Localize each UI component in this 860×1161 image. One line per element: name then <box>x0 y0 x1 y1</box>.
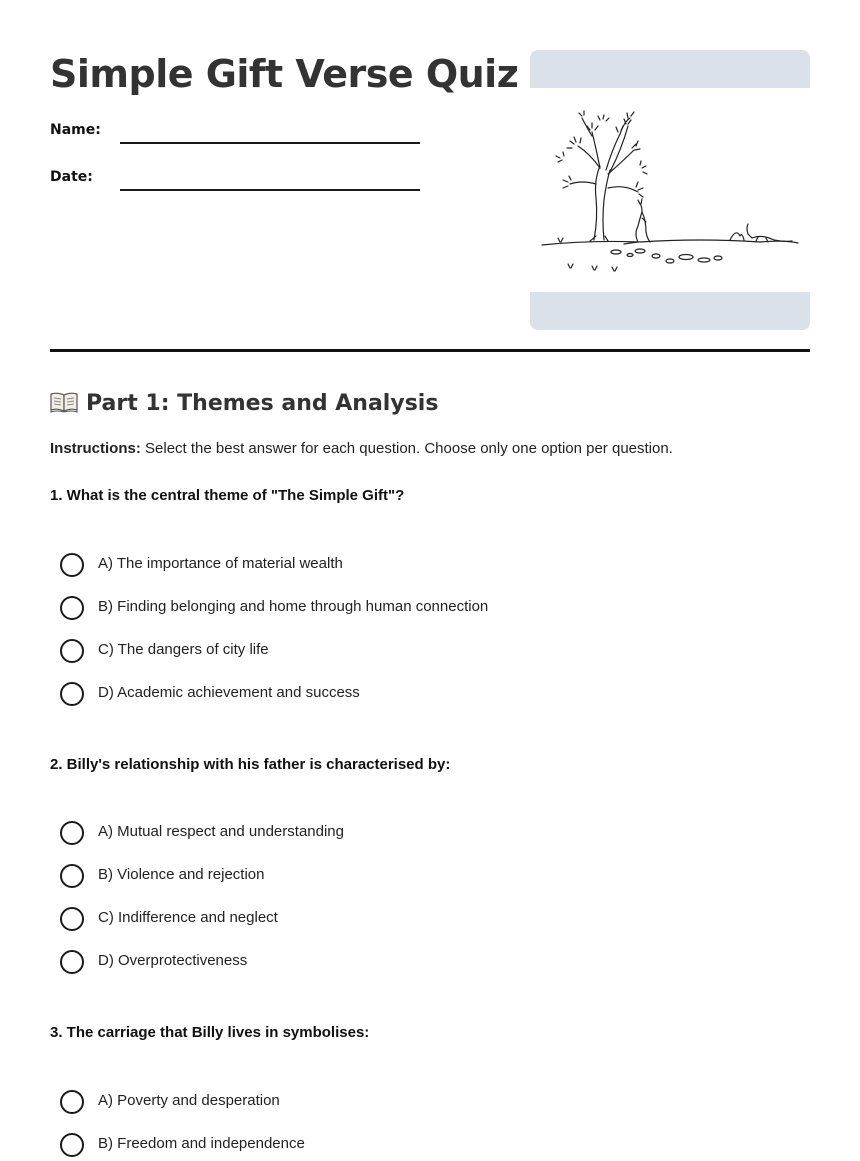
date-write-line[interactable] <box>120 189 420 191</box>
instructions <box>50 440 673 457</box>
option-label: A) Poverty and desperation <box>98 1092 280 1109</box>
instructions-text: Select the best answer for each question. Choose only one option per question. <box>140 440 673 457</box>
option-label: A) Mutual respect and understanding <box>98 823 344 840</box>
date-field <box>50 169 420 193</box>
page-title: Simple Gift Verse Quiz <box>50 52 519 96</box>
option-label: B) Finding belonging and home through human connection <box>98 598 489 615</box>
radio-circle[interactable] <box>60 907 84 931</box>
radio-circle[interactable] <box>60 639 84 663</box>
option-label: D) Academic achievement and success <box>98 684 360 701</box>
option-label: D) Overprotectiveness <box>98 952 248 969</box>
illustration-panel <box>530 50 810 330</box>
section-title <box>50 390 438 418</box>
quiz-header <box>50 0 810 352</box>
radio-circle[interactable] <box>60 950 84 974</box>
quiz-page <box>50 0 810 1152</box>
name-field <box>50 122 420 146</box>
option-label: B) Violence and rejection <box>98 866 265 883</box>
option-label: B) Freedom and independence <box>98 1135 305 1152</box>
radio-circle[interactable] <box>60 1133 84 1157</box>
radio-circle[interactable] <box>60 864 84 888</box>
question-3: 3. The carriage that Billy lives in symbolises: <box>50 1024 370 1041</box>
radio-circle[interactable] <box>60 596 84 620</box>
radio-circle[interactable] <box>60 1090 84 1114</box>
option-label: C) The dangers of city life <box>98 641 269 658</box>
outback-illustration <box>530 88 810 292</box>
instructions-label: Instructions: <box>50 440 141 457</box>
question-2: 2. Billy's relationship with his father is characterised by: <box>50 756 451 773</box>
radio-circle[interactable] <box>60 553 84 577</box>
question-1: 1. What is the central theme of "The Simple Gift"? <box>50 487 405 504</box>
date-label: Date: <box>50 169 93 185</box>
tree-kangaroo-drawing <box>530 88 810 292</box>
section-title-text: Part 1: Themes and Analysis <box>86 391 439 416</box>
option-label: C) Indifference and neglect <box>98 909 278 926</box>
radio-circle[interactable] <box>60 821 84 845</box>
open-book-icon <box>50 391 78 413</box>
radio-circle[interactable] <box>60 682 84 706</box>
header-divider <box>50 349 810 352</box>
name-write-line[interactable] <box>120 142 420 144</box>
option-label: A) The importance of material wealth <box>98 555 343 572</box>
name-label: Name: <box>50 122 101 138</box>
